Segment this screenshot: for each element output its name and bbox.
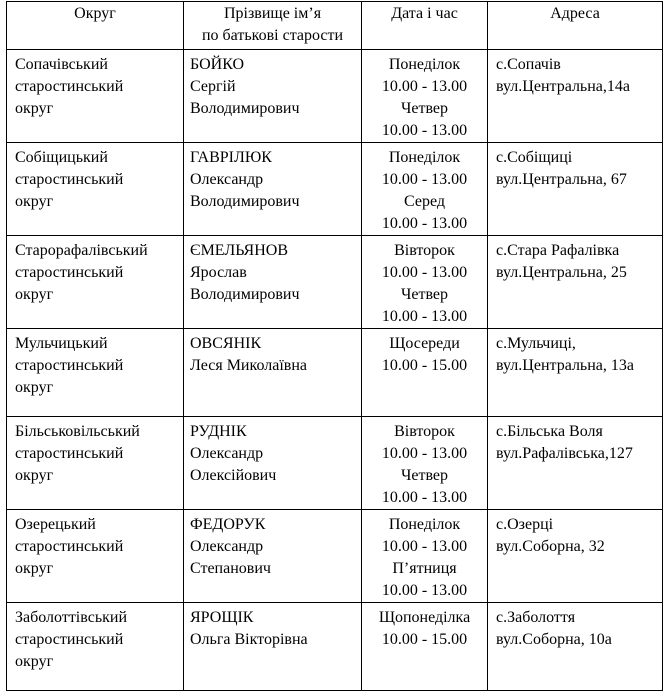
address-cell-line: с.Озерці	[496, 516, 554, 533]
reception-time-cell-line: Серед	[404, 193, 445, 210]
table-row	[7, 236, 663, 329]
reception-time-cell-line: 10.00 - 13.00	[381, 171, 468, 188]
address-cell	[488, 50, 663, 143]
address-cell-line: с.Собіщиці	[496, 149, 573, 166]
starosta-name-cell-line: Олександр	[190, 171, 264, 188]
table-row	[7, 417, 663, 510]
reception-time-cell-line: 10.00 - 13.00	[381, 78, 468, 95]
reception-time-cell-line: 10.00 - 13.00	[381, 264, 468, 281]
table-row	[7, 50, 663, 143]
district-cell-line: Старорафалівський	[15, 242, 148, 259]
starosta-name-cell-line: ЄМЕЛЬЯНОВ	[190, 242, 288, 259]
starosta-name-cell-line: ОВСЯНІК	[190, 335, 262, 352]
reception-time-cell	[362, 329, 488, 417]
address-cell-line: вул.Центральна, 13а	[496, 357, 634, 374]
address-cell	[488, 143, 663, 236]
header-name-line1: Прізвище ім’я	[223, 5, 322, 22]
district-cell-line: старостинський	[15, 631, 124, 648]
header-time	[362, 2, 488, 50]
district-cell-line: округ	[15, 286, 54, 303]
district-cell-line: округ	[15, 653, 54, 670]
district-cell-line: старостинський	[15, 445, 124, 462]
district-cell-line: старостинський	[15, 264, 124, 281]
starosta-name-cell-line: Олексійович	[190, 467, 277, 484]
address-cell-line: с.Мульчиці,	[496, 335, 576, 352]
reception-time-cell-line: 10.00 - 13.00	[381, 445, 468, 462]
starosta-name-cell-line: Леся Миколаївна	[190, 357, 307, 374]
reception-time-cell-line: Понеділок	[388, 516, 461, 533]
starosta-name-cell-line: Володимирович	[190, 100, 300, 117]
starosta-name-cell-line: ФЕДОРУК	[190, 516, 266, 533]
header-time-label: Дата і час	[391, 5, 458, 22]
district-cell-line: Сопачівський	[15, 56, 108, 73]
starosta-name-cell	[184, 329, 362, 417]
address-cell-line: вул.Соборна, 10а	[496, 631, 612, 648]
address-cell-line: вул.Центральна, 67	[496, 171, 627, 188]
address-cell-line: вул.Соборна, 32	[496, 538, 605, 555]
reception-time-cell-line: Четвер	[400, 100, 449, 117]
starosta-name-cell-line: Сергій	[190, 78, 236, 95]
reception-time-cell	[362, 603, 488, 691]
district-cell	[7, 603, 184, 691]
address-cell	[488, 236, 663, 329]
address-cell-line: вул.Центральна, 25	[496, 264, 627, 281]
reception-time-cell-line: Понеділок	[388, 149, 461, 166]
table-row	[7, 510, 663, 603]
reception-time-cell-line: 10.00 - 13.00	[381, 215, 468, 232]
starosta-name-cell-line: Володимирович	[190, 193, 300, 210]
starosta-name-cell-line: Ярослав	[190, 264, 247, 281]
table-row	[7, 329, 663, 417]
reception-time-cell-line: 10.00 - 13.00	[381, 308, 468, 325]
starosta-table	[6, 1, 663, 691]
starosta-name-cell-line: Володимирович	[190, 286, 300, 303]
district-cell-line: старостинський	[15, 538, 124, 555]
reception-time-cell-line: 10.00 - 13.00	[381, 538, 468, 555]
address-cell	[488, 329, 663, 417]
reception-time-cell-line: 10.00 - 13.00	[381, 489, 468, 506]
reception-time-cell-line: Щопонеділка	[378, 609, 471, 626]
reception-time-cell-line: Вівторок	[394, 242, 455, 259]
district-cell-line: старостинський	[15, 171, 124, 188]
reception-time-cell	[362, 143, 488, 236]
reception-time-cell-line: П’ятниця	[392, 560, 457, 577]
starosta-name-cell-line: ГАВРІЛЮК	[190, 149, 272, 166]
starosta-name-cell	[184, 417, 362, 510]
address-cell-line: вул.Рафалівська,127	[496, 445, 633, 462]
starosta-name-cell-line: БОЙКО	[190, 56, 245, 73]
district-cell	[7, 50, 184, 143]
district-cell	[7, 236, 184, 329]
district-cell-line: округ	[15, 467, 54, 484]
header-name-line2: по батькові старости	[201, 27, 344, 44]
address-cell	[488, 417, 663, 510]
reception-time-cell	[362, 510, 488, 603]
starosta-name-cell-line: Олександр	[190, 538, 264, 555]
district-cell-line: Заболоттівський	[15, 609, 128, 626]
district-cell-line: Більськовільський	[15, 423, 140, 440]
district-cell-line: старостинський	[15, 78, 124, 95]
table-row	[7, 603, 663, 691]
district-cell	[7, 510, 184, 603]
starosta-name-cell-line: РУДНІК	[190, 423, 247, 440]
district-cell-line: округ	[15, 560, 54, 577]
district-cell	[7, 143, 184, 236]
starosta-name-cell	[184, 143, 362, 236]
address-cell	[488, 603, 663, 691]
address-cell-line: с.Заболоття	[496, 609, 576, 626]
starosta-name-cell-line: ЯРОЩІК	[190, 609, 254, 626]
address-cell-line: с.Стара Рафалівка	[496, 242, 620, 259]
reception-time-cell-line: 10.00 - 13.00	[381, 582, 468, 599]
starosta-name-cell-line: Олександр	[190, 445, 264, 462]
reception-time-cell-line: Четвер	[400, 467, 449, 484]
reception-time-cell	[362, 50, 488, 143]
header-district-label: Округ	[74, 5, 116, 22]
address-cell	[488, 510, 663, 603]
starosta-name-cell	[184, 50, 362, 143]
header-address	[488, 2, 663, 50]
district-cell-line: Собіщицький	[15, 149, 108, 166]
address-cell-line: вул.Центральна,14а	[496, 78, 630, 95]
table-header-row	[7, 2, 663, 50]
header-name	[184, 2, 362, 50]
reception-time-cell	[362, 417, 488, 510]
table-row	[7, 143, 663, 236]
reception-time-cell-line: 10.00 - 13.00	[381, 122, 468, 139]
reception-time-cell-line: Щосереди	[389, 335, 460, 352]
district-cell-line: Озерецький	[15, 516, 96, 533]
table-body	[7, 50, 663, 691]
address-cell-line: с.Сопачів	[496, 56, 561, 73]
starosta-name-cell-line: Ольга Вікторівна	[190, 631, 308, 648]
reception-time-cell-line: Вівторок	[394, 423, 455, 440]
district-cell-line: округ	[15, 193, 54, 210]
header-district	[7, 2, 184, 50]
header-address-label: Адреса	[550, 5, 600, 22]
district-cell	[7, 329, 184, 417]
district-cell-line: округ	[15, 379, 54, 396]
district-cell	[7, 417, 184, 510]
reception-time-cell-line: Понеділок	[388, 56, 461, 73]
address-cell-line: с.Більська Воля	[496, 423, 603, 440]
starosta-name-cell	[184, 510, 362, 603]
starosta-name-cell	[184, 236, 362, 329]
district-cell-line: старостинський	[15, 357, 124, 374]
starosta-name-cell-line: Степанович	[190, 560, 271, 577]
reception-time-cell-line: Четвер	[400, 286, 449, 303]
starosta-name-cell	[184, 603, 362, 691]
district-cell-line: округ	[15, 100, 54, 117]
reception-time-cell-line: 10.00 - 15.00	[381, 631, 468, 648]
district-cell-line: Мульчицький	[15, 335, 108, 352]
reception-time-cell	[362, 236, 488, 329]
reception-time-cell-line: 10.00 - 15.00	[381, 357, 468, 374]
